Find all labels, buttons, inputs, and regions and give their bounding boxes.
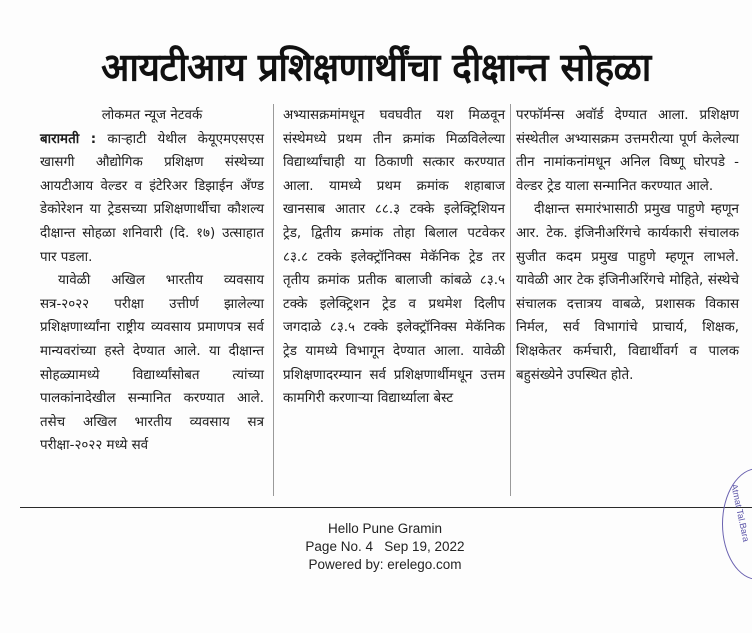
article-paragraph xyxy=(40,128,264,270)
clipping-footer xyxy=(0,520,752,574)
article-paragraph: अभ्यासक्रमांमधून घवघवीत यश मिळवून संस्थेमध्ये प्रथम तीन क्रमांक मिळविलेल्या विद्यार्थ्यांचाही या ठिकाणी सत्कार करण्यात आला. यामध्ये प्रथम क्रमांक शहाबाज खानसाब आतार ८८.३ टक्के इलेक्ट्रिशियन ट्रेड, द्वितीय क्रमांक तोहा बिलाल पटवेकर ८३.८ टक्के इलेक्ट्रॉनिक्स मेकॅनिक ट्रेड तर तृतीय क्रमांक प्रतीक बालाजी कांबळे ८३.५ टक्के इलेक्ट्रिशन ट्रेड व प्रथमेश दिलीप जगदाळे ८३.५ टक्के इलेक्ट्रॉनिक्स मेकॅनिक ट्रेड यामध्ये विभागून देण्यात आला. यावेळी प्रशिक्षणादरम्यान सर्व प्रशिक्षणार्थीमधून उत्तम कामगिरी करणाऱ्या विद्यार्थ्याला बेस्ट xyxy=(283,108,505,407)
byline: लोकमत न्यूज नेटवर्क xyxy=(101,108,203,123)
column-divider xyxy=(510,104,511,496)
paragraph-text: काऱ्हाटी येथील केयूएमएसएस खासगी औद्योगिक प्रशिक्षण संस्थेच्या आयटीआय वेल्डर व इंटेरिअर डिझाईन अँण्ड डेकोरेशन या ट्रेडसच्या प्रशिक्षणार्थीचा कौशल्य दीक्षान्त सोहळा शनिवारी (दि. १७) उत्साहात पार पडला. xyxy=(40,131,265,265)
footer-date: Sep 19, 2022 xyxy=(384,539,465,554)
stamp-text: Atmat Tal.Bara xyxy=(729,483,752,543)
footer-page: Page No. 4 xyxy=(305,539,373,554)
footer-powered-by: Powered by: erelego.com xyxy=(308,557,462,572)
footer-source: Hello Pune Gramin xyxy=(327,521,443,536)
article-column-3 xyxy=(516,104,739,387)
dateline: बारामती : xyxy=(40,131,97,147)
article-column-2 xyxy=(283,104,505,411)
footer-divider xyxy=(20,507,752,508)
headline: आयटीआय प्रशिक्षणार्थींचा दीक्षान्त सोहळा xyxy=(101,44,651,91)
footer-page-date xyxy=(0,538,752,556)
column-divider xyxy=(273,104,274,496)
article-column-1 xyxy=(40,104,264,458)
article-paragraph: दीक्षान्त समारंभासाठी प्रमुख पाहुणे म्हणून आर. टेक. इंजिनीअरिंगचे कार्यकारी संचालक सुजीत कदम प्रमुख पाहुणे म्हणून लाभले. यावेळी आर टेक इंजिनीअरिंगचे मोहिते, संस्थेचे संचालक दत्तात्रय वाबळे, प्रशासक विकास निर्मल, सर्व विभागांचे प्राचार्य, शिक्षक, शिक्षकेतर कर्मचारी, विद्यार्थीवर्ग व पालक बहुसंख्येने उपस्थित होते. xyxy=(516,202,739,383)
article-paragraph: यावेळी अखिल भारतीय व्यवसाय सत्र-२०२२ परीक्षा उत्तीर्ण झालेल्या प्रशिक्षणार्थ्यांना राष्ट्रीय व्यवसाय प्रमाणपत्र सर्व मान्यवरांच्या हस्ते देण्यात आले. या दीक्षान्त सोहळ्यामध्ये विद्यार्थ्यांसोबत त्यांच्या पालकांनादेखील सन्मानित करण्यात आले. तसेच अखिल भारतीय व्यवसाय सत्र परीक्षा-२०२२ मध्ये सर्व xyxy=(40,273,264,454)
article-paragraph: परफॉर्मन्स अवॉर्ड देण्यात आला. प्रशिक्षण संस्थेतील अभ्यासक्रम उत्तमरीत्या पूर्ण केलेल्या तीन नामांकनांमधून अनिल विष्णू घोरपडे - वेल्डर ट्रेड याला सन्मानित करण्यात आले. xyxy=(516,108,739,194)
